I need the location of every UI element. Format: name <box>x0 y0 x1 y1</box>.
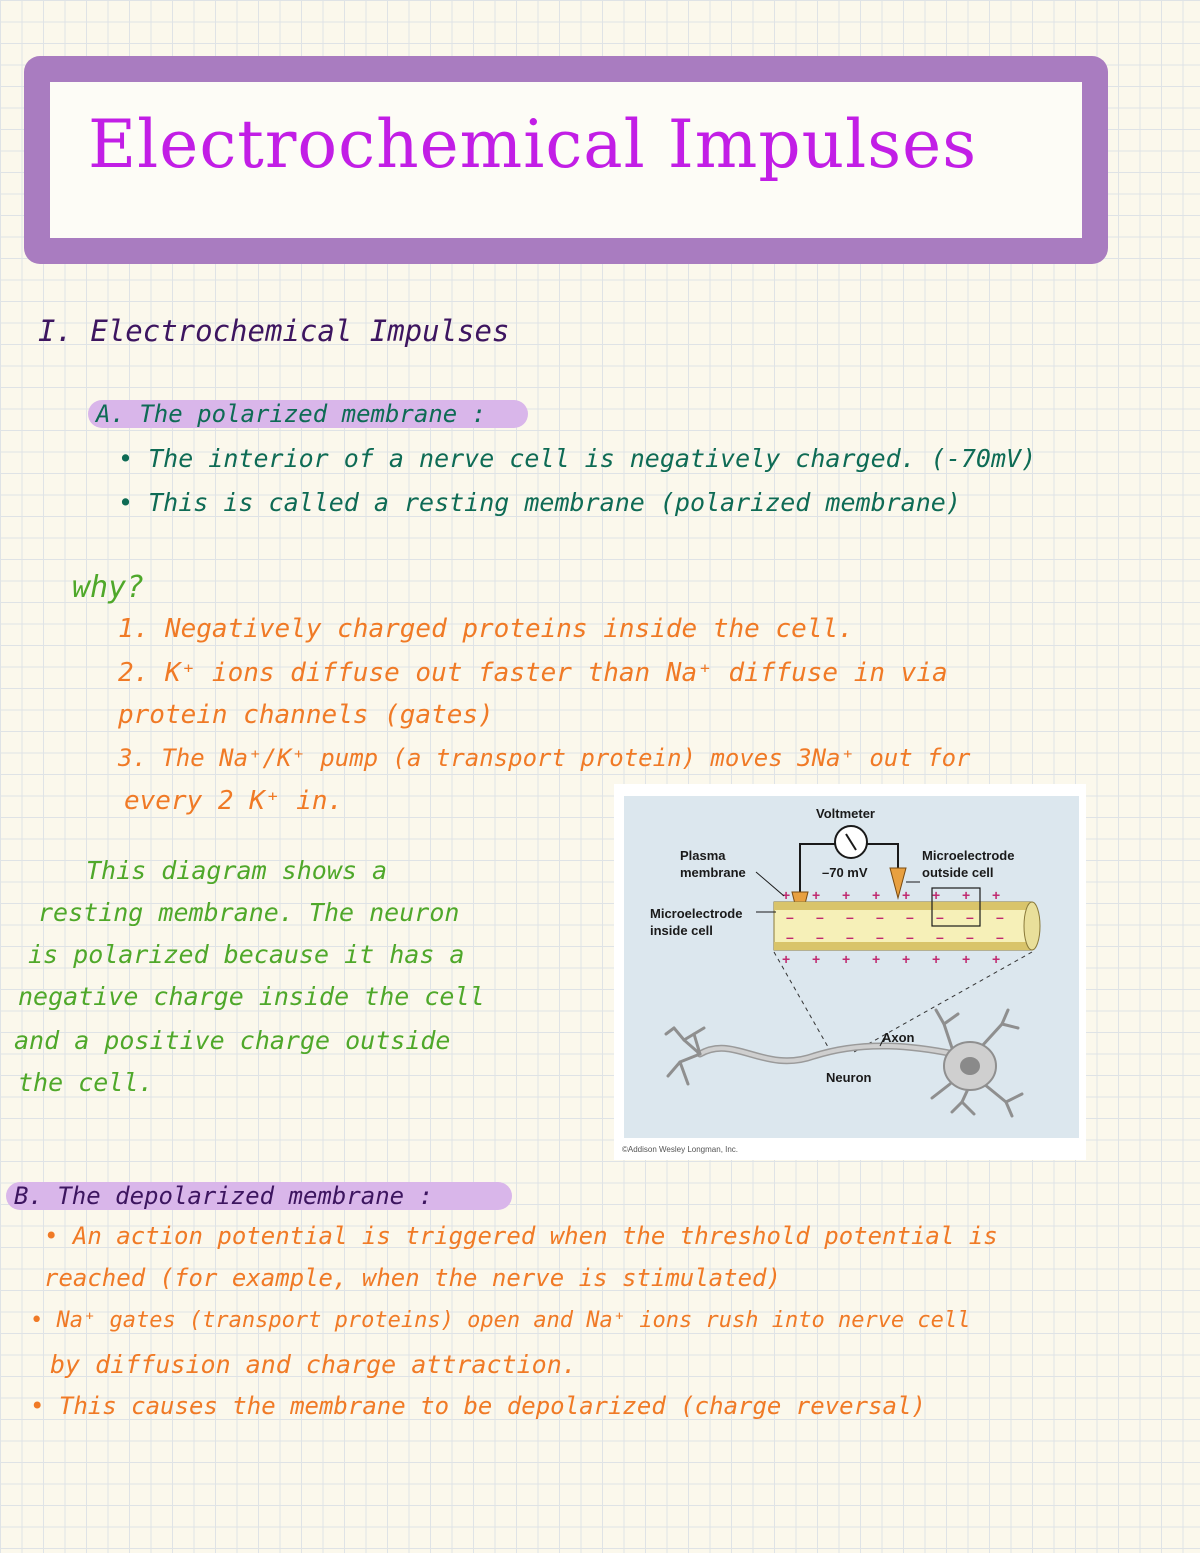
bullet-na-gates-cont: by diffusion and charge attraction. <box>50 1350 577 1379</box>
why-item-3-cont: every 2 K⁺ in. <box>124 786 344 816</box>
svg-text:–: – <box>786 929 794 945</box>
svg-text:+: + <box>812 951 821 967</box>
label-inside-cell: inside cell <box>650 923 713 938</box>
why-item-3: 3. The Na⁺/K⁺ pump (a transport protein) moves 3Na⁺ out for <box>118 744 971 772</box>
subheading-depolarized: B. The depolarized membrane : <box>6 1182 512 1210</box>
svg-text:–: – <box>876 929 884 945</box>
svg-text:–: – <box>906 929 914 945</box>
why-item-2-cont: protein channels (gates) <box>118 700 494 730</box>
svg-text:–: – <box>816 929 824 945</box>
note-line-5: and a positive charge outside <box>14 1026 451 1055</box>
label-micro-inside: Microelectrode <box>650 906 743 921</box>
note-line-4: negative charge inside the cell <box>18 982 485 1011</box>
why-item-1: 1. Negatively charged proteins inside the cell. <box>118 614 854 644</box>
page-title: Electrochemical Impulses <box>88 106 978 183</box>
label-micro-outside: Microelectrode <box>922 848 1015 863</box>
label-membrane: membrane <box>680 865 746 880</box>
neuron-diagram <box>614 784 1086 1160</box>
svg-text:+: + <box>872 951 881 967</box>
svg-text:+: + <box>962 887 971 903</box>
note-line-2: resting membrane. The neuron <box>38 898 460 927</box>
svg-text:+: + <box>782 951 791 967</box>
svg-text:+: + <box>842 887 851 903</box>
svg-text:–: – <box>936 929 944 945</box>
svg-text:+: + <box>992 887 1001 903</box>
svg-text:+: + <box>992 951 1001 967</box>
svg-text:+: + <box>962 951 971 967</box>
svg-text:–: – <box>876 909 884 925</box>
svg-text:+: + <box>932 887 941 903</box>
svg-text:–: – <box>846 929 854 945</box>
note-line-3: is polarized because it has a <box>28 940 465 969</box>
svg-text:+: + <box>902 951 911 967</box>
svg-text:+: + <box>902 887 911 903</box>
svg-text:+: + <box>872 887 881 903</box>
svg-text:+: + <box>932 951 941 967</box>
subheading-polarized: A. The polarized membrane : <box>88 400 528 428</box>
svg-text:–: – <box>906 909 914 925</box>
figure-credit: ©Addison Wesley Longman, Inc. <box>622 1145 739 1154</box>
note-line-1: This diagram shows a <box>86 856 388 885</box>
bullet-depolarized: • This causes the membrane to be depolarized (charge reversal) <box>30 1392 926 1420</box>
label-voltmeter: Voltmeter <box>816 806 875 821</box>
bullet-action-potential: • An action potential is triggered when the threshold potential is <box>44 1222 998 1250</box>
why-item-2: 2. K⁺ ions diffuse out faster than Na⁺ diffuse in via <box>118 658 948 688</box>
label-outside-cell: outside cell <box>922 865 994 880</box>
bullet-interior: • The interior of a nerve cell is negatively charged. (-70mV) <box>118 444 1037 473</box>
svg-text:–: – <box>996 929 1004 945</box>
bullet-action-potential-cont: reached (for example, when the nerve is stimulated) <box>44 1264 781 1292</box>
label-reading: –70 mV <box>822 865 868 880</box>
svg-text:–: – <box>936 909 944 925</box>
svg-text:–: – <box>846 909 854 925</box>
label-plasma: Plasma <box>680 848 726 863</box>
label-neuron: Neuron <box>826 1070 872 1085</box>
why-heading: why? <box>72 570 145 605</box>
svg-text:+: + <box>842 951 851 967</box>
wire-right <box>866 844 898 870</box>
svg-text:–: – <box>816 909 824 925</box>
label-axon: Axon <box>882 1030 915 1045</box>
svg-text:–: – <box>996 909 1004 925</box>
svg-text:–: – <box>966 929 974 945</box>
svg-text:–: – <box>966 909 974 925</box>
svg-text:+: + <box>812 887 821 903</box>
section-heading: I. Electrochemical Impulses <box>38 314 510 348</box>
note-line-6: the cell. <box>18 1068 154 1097</box>
bullet-resting: • This is called a resting membrane (polarized membrane) <box>118 488 961 517</box>
svg-text:+: + <box>782 887 791 903</box>
svg-text:–: – <box>786 909 794 925</box>
nucleus <box>960 1057 980 1075</box>
bullet-na-gates: • Na⁺ gates (transport proteins) open and Na⁺ ions rush into nerve cell <box>30 1308 971 1333</box>
